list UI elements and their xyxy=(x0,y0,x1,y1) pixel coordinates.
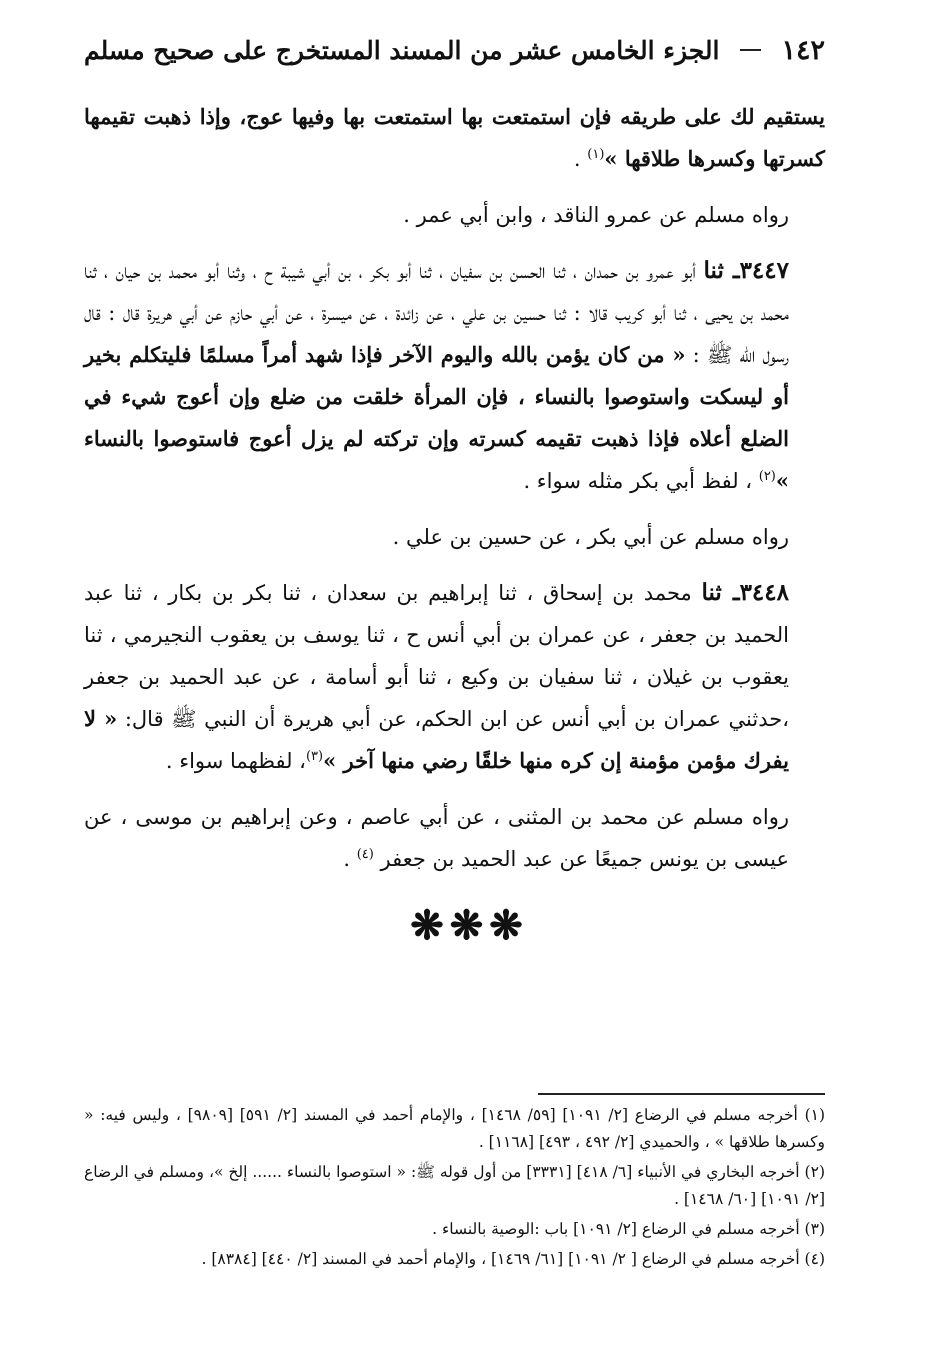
hadith-isnad: محمد بن إسحاق ، ثنا إبراهيم بن سعدان ، ثنا بكر بن بكار ، ثنا عبد الحميد بن جعفر ، عن عمران بن أبي أنس ح ، ثنا يوسف بن يعقوب النجيرمي ، ثنا يعقوب بن غيلان ، ثنا سفيان بن وكيع ، ثنا أبو أسامة ، عن عبد الحميد بن جعفر ،حدثني عمران بن أبي أنس عن ابن الحكم، عن أبي هريرة أن النبي ﷺ قال: xyxy=(84,581,789,731)
footnote-ref: (٤) xyxy=(356,847,374,862)
hadith-3447 xyxy=(84,250,825,502)
narration-note: رواه مسلم عن أبي بكر ، عن حسين بن علي . xyxy=(392,525,789,549)
narration-note xyxy=(84,796,825,880)
footnote-rule xyxy=(538,1093,825,1095)
text: ، لفظهما سواء . xyxy=(165,749,306,773)
header-rule xyxy=(740,49,762,51)
text: . xyxy=(573,147,588,171)
running-title: الجزء الخامس عشر من المسند المستخرج على صحيح مسلم xyxy=(84,35,720,65)
hadith-thana: ـ ثنا xyxy=(701,579,740,606)
hadith-number: ٣٤٤٨ xyxy=(739,579,789,606)
continuation-paragraph xyxy=(84,96,825,180)
hadith-matn: « لا يفرك مؤمن مؤمنة إن كره منها خلقًا رضي منها آخر » xyxy=(84,706,789,773)
footnote-ref: (١) xyxy=(587,147,605,162)
hadith-isnad: أبو عمرو بن حمدان ، ثنا الحسن بن سفيان ، ثنا أبو بكر ، بن أبي شيبة ح ، وثنا أبو محمد بن حيان ، ثنا محمد بن يحيى ، ثنا أبو كريب قالا : ثنا حسين بن علي ، عن زائدة ، عن ميسرة ، عن أبي حازم عن أبي هريرة قال : قال رسول الله ﷺ : xyxy=(84,259,790,367)
hadith-thana: ـ ثنا xyxy=(703,257,740,284)
footnote-ref: (٣) xyxy=(305,749,324,764)
text: ، لفظ أبي بكر مثله سواء . xyxy=(523,469,759,493)
hadith-number: ٣٤٤٧ xyxy=(739,257,789,284)
hadith-matn: « من كان يؤمن بالله واليوم الآخر فإذا شهد أمراً مسلمًا فليتكلم بخير أو ليسكت واستوصوا بالنساء ، فإن المرأة خلقت من ضلع وإن أعوج شيء في الضلع أعلاه فإذا ذهبت تقيمه كسرته وإن تركته لم يزل أعوج فاستوصوا بالنساء » xyxy=(84,342,789,493)
hadith-3448 xyxy=(84,572,825,782)
hadith-matn: يستقيم لك على طريقه فإن استمتعت بها استمتعت بها وفيها عوج، وإذا ذهبت تقيمها كسرتها وكسرها طلاقها » xyxy=(84,104,825,171)
page-header xyxy=(84,28,825,72)
page-number: ١٤٢ xyxy=(781,34,825,66)
section-separator: ❋❋❋ xyxy=(410,902,529,949)
footnote: (٤) أخرجه مسلم في الرضاع [ ٢/ ١٠٩١] [٦١/ ١٤٦٩] ، والإمام أحمد في المسند [٢/ ٤٤٠] [٨٣٨٤] . xyxy=(201,1250,825,1268)
footnote: (١) أخرجه مسلم في الرضاع [٢/ ١٠٩١] [٥٩/ ١٤٦٨] ، والإمام أحمد في المسند [٢/ ٥٩١] [٩٨٠٩] ، وليس فيه: « وكسرها طلاقها » ، والحميدي [٢/ ٤٩٢ ، ٤٩٣] [١١٦٨] . xyxy=(84,1106,826,1151)
footnotes xyxy=(84,1102,825,1276)
narration-note: رواه مسلم عن عمرو الناقد ، وابن أبي عمر . xyxy=(403,203,789,227)
footnote: (٢) أخرجه البخاري في الأنبياء [٦/ ٤١٨] [٣٣٣١] من أول قوله ﷺ: « استوصوا بالنساء ...... إلخ »، ومسلم في الرضاع [٢/ ١٠٩١] [٦٠/ ١٤٦٨] . xyxy=(84,1163,825,1208)
footnote: (٣) أخرجه مسلم في الرضاع [٢/ ١٠٩١] باب :الوصية بالنساء . xyxy=(432,1220,825,1238)
footnote-ref: (٢) xyxy=(758,469,776,484)
text: . xyxy=(343,847,357,871)
text: رواه مسلم عن محمد بن المثنى ، عن أبي عاصم ، وعن إبراهيم بن موسى ، عن عيسى بن يونس جميعًا عن عبد الحميد بن جعفر xyxy=(84,805,789,871)
main-text xyxy=(84,96,825,894)
